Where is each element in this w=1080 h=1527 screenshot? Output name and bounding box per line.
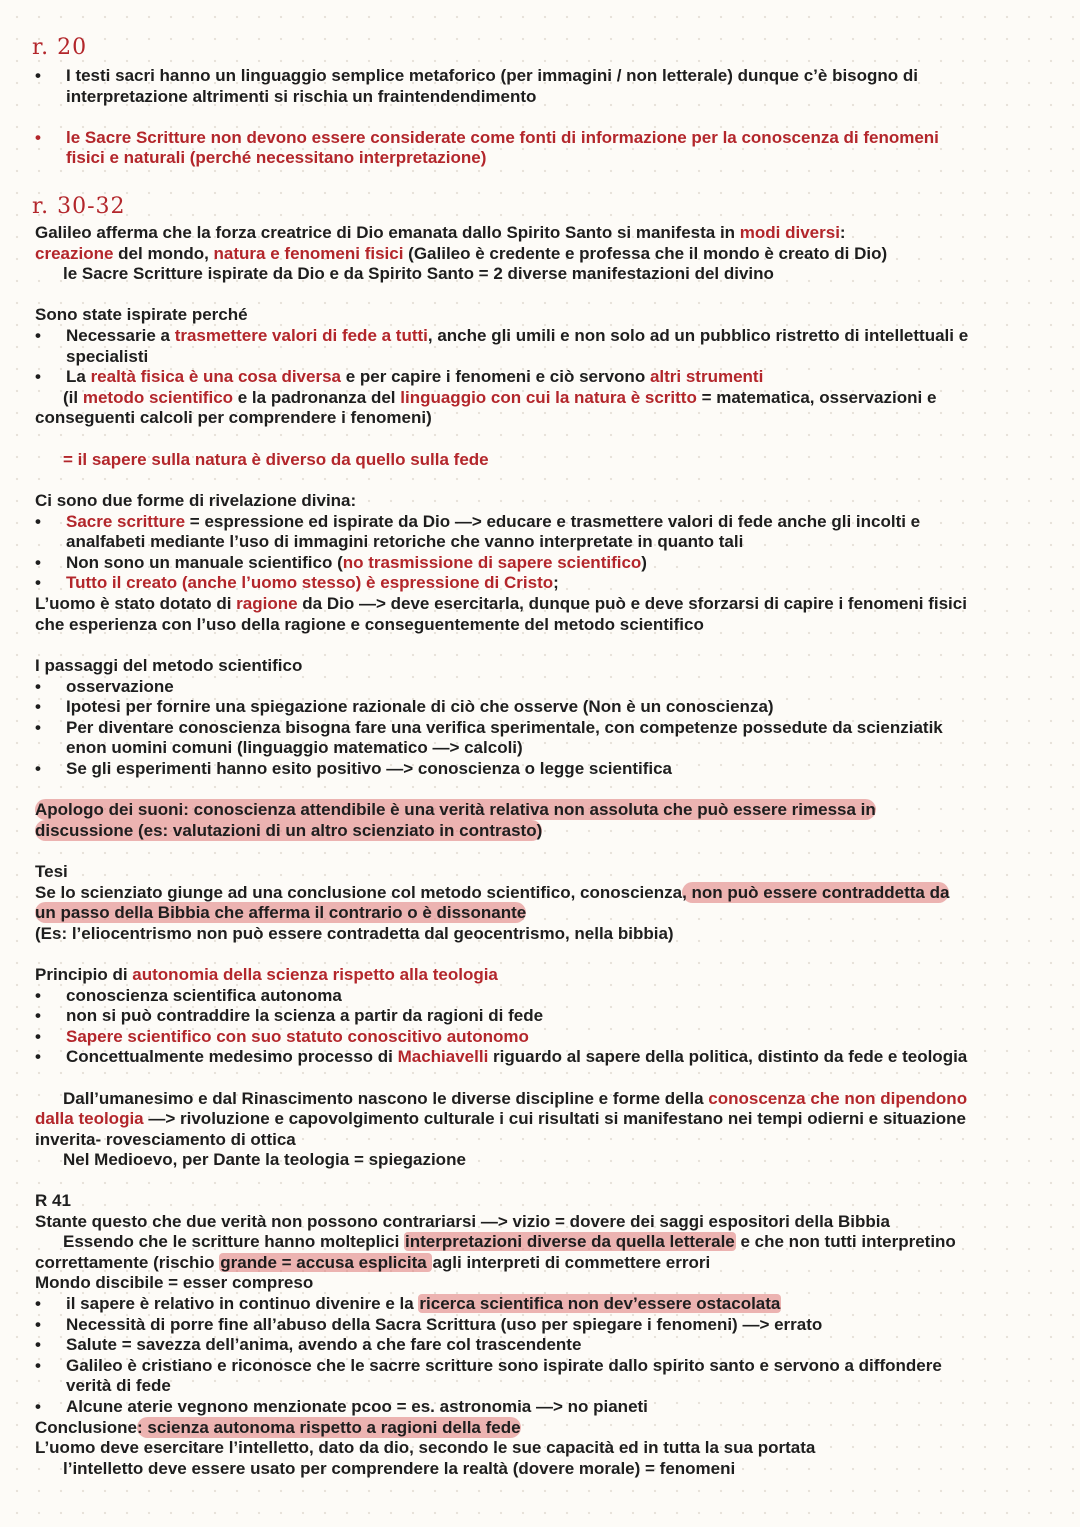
- list-item: • I testi sacri hanno un linguaggio semplice metaforico (per immagini / non letterale) dunque c’è bisogno di: [35, 66, 919, 85]
- highlighted-line: Apologo dei suoni: conoscienza attendibile è una verità relativa non assoluta che può essere rimessa in: [35, 800, 876, 819]
- bullet: •: [35, 66, 41, 85]
- list-item: • Sacre scritture = espressione ed ispirate da Dio —> educare e trasmettere valori di fede anche gli incolti e: [35, 511, 921, 531]
- list-item: • Galileo è cristiano e riconosce che le sacrre scritture sono ispirate dallo spirito santo e servono a diffondere: [35, 1355, 942, 1375]
- section-r20: [35, 66, 1045, 169]
- paragraph-line: conseguenti calcoli per comprendere i fenomeni): [35, 408, 432, 428]
- paragraph-line: Sono state ispirate perché: [35, 305, 248, 325]
- list-item: • Non sono un manuale scientifico (no trasmissione di sapere scientifico): [35, 552, 647, 572]
- section-title-r30-32: r. 30-32: [32, 194, 126, 219]
- paragraph-line: (il metodo scientifico e la padronanza del linguaggio con cui la natura è scritto = matematica, osservazioni e: [63, 387, 937, 407]
- section-tesi: [35, 862, 1045, 944]
- paragraph-line: Essendo che le scritture hanno molteplici interpretazioni diverse da quella letterale e che non tutti interpretino: [63, 1232, 956, 1252]
- highlighted-line: discussione (es: valutazioni di un altro scienziato in contrasto): [35, 820, 543, 840]
- list-item: • Alcune aterie vegnono menzionate pcoo = es. astronomia —> no pianeti: [35, 1396, 648, 1416]
- paragraph-line: L’uomo deve esercitare l’intelletto, dato da dio, secondo le sue capacità ed in tutta la sua portata: [35, 1438, 816, 1458]
- list-item-continuation: interpretazione altrimenti si rischia un fraintendendimento: [66, 86, 537, 106]
- paragraph-line: Galileo afferma che la forza creatrice di Dio emanata dallo Spirito Santo si manifesta in modi diversi:: [35, 223, 846, 242]
- paragraph-line: (Es: l’eliocentrismo non può essere contradetta dal geocentrismo, nella bibbia): [35, 923, 674, 943]
- paragraph-line: correttamente (rischio grande = accusa esplicita agli interpreti di commettere errori: [35, 1252, 711, 1272]
- paragraph-line: che esperienza con l’uso della ragione e conseguentemente del metodo scientifico: [35, 614, 704, 634]
- paragraph-line: un passo della Bibbia che afferma il contrario o è dissonante: [35, 903, 527, 923]
- list-item: • Necessità di porre fine all’abuso della Sacra Scrittura (uso per spiegare i fenomeni) —> errato: [35, 1314, 823, 1334]
- paragraph-line: l’intelletto deve essere usato per comprendere la realtà (dovere morale) = fenomeni: [63, 1458, 736, 1478]
- paragraph-line: Ci sono due forme di rivelazione divina:: [35, 491, 357, 510]
- list-item: • Tutto il creato (anche l’uomo stesso) è espressione di Cristo;: [35, 573, 559, 593]
- list-item: • Concettualmente medesimo processo di Machiavelli riguardo al sapere della politica, distinto da fede e teologia: [35, 1047, 968, 1067]
- paragraph-line: Se lo scienziato giunge ad una conclusione col metodo scientifico, conoscienza, non può essere contraddetta da: [35, 882, 950, 902]
- conclusion-line: = il sapere sulla natura è diverso da quello sulla fede: [63, 449, 489, 469]
- list-item: • il sapere è relativo in continuo divenire e la ricerca scientifica non dev’essere ostacolata: [35, 1293, 781, 1313]
- section-r41: [35, 1191, 1045, 1479]
- section-heading: Tesi: [35, 862, 68, 881]
- paragraph-line: dalla teologia —> rivoluzione e capovolgimento culturale i cui risultati si manifestano nei tempi odierni e situazione: [35, 1109, 966, 1129]
- section-apologo: [35, 800, 1045, 841]
- list-item-continuation: specialisti: [66, 346, 149, 366]
- paragraph-line: inverita- rovesciamento di ottica: [35, 1129, 296, 1149]
- list-item: • Ipotesi per fornire una spiegazione razionale di ciò che osserve (Non è un conoscienza): [35, 697, 774, 717]
- list-item: • non si può contraddire la scienza a partir da ragioni di fede: [35, 1006, 544, 1026]
- paragraph-line: Nel Medioevo, per Dante la teologia = spiegazione: [63, 1150, 466, 1170]
- list-item: • Per diventare conoscienza bisogna fare una verifica sperimentale, con competenze possedute da scienziatik: [35, 717, 943, 737]
- paragraph-line: creazione del mondo, natura e fenomeni fisici (Galileo è credente e professa che il mondo è creato di Dio): [35, 243, 888, 263]
- paragraph-line: Dall’umanesimo e dal Rinascimento nascono le diverse discipline e forme della conoscenza che non dipendono: [63, 1088, 968, 1108]
- list-item: • Se gli esperimenti hanno esito positivo —> conoscienza o legge scientifica: [35, 758, 673, 778]
- section-title-r20: r. 20: [32, 35, 88, 60]
- paragraph-line: Stante questo che due verità non possono contrariarsi —> vizio = dovere dei saggi espositori della Bibbia: [35, 1211, 890, 1231]
- paragraph-line: le Sacre Scritture ispirate da Dio e da Spirito Santo = 2 diverse manifestazioni del divino: [63, 264, 774, 284]
- list-item: • le Sacre Scritture non devono essere considerate come fonti di informazione per la conoscenza di fenomeni: [35, 127, 939, 147]
- list-item-continuation: analfabeti mediante l’uso di immagini retoriche che vanno interpretate in quanto tali: [66, 532, 744, 552]
- paragraph-line: I passaggi del metodo scientifico: [35, 656, 303, 675]
- section-metodo: [35, 656, 1045, 780]
- list-item: • conoscienza scientifica autonoma: [35, 985, 342, 1005]
- conclusion-line: Conclusione: scienza autonoma rispetto a ragioni della fede: [35, 1417, 521, 1437]
- list-item: • Salute = savezza dell’anima, avendo a che fare col trascendente: [35, 1335, 582, 1355]
- paragraph-line: L’uomo è stato dotato di ragione da Dio —> deve esercitarla, dunque può e deve sforzarsi di capire i fenomeni fisici: [35, 593, 967, 613]
- list-item-continuation: verità di fede: [66, 1376, 171, 1396]
- list-item: • osservazione: [35, 676, 174, 696]
- section-r30-32: [35, 223, 1045, 470]
- section-heading: R 41: [35, 1191, 71, 1210]
- list-item-continuation: fisici e naturali (perché necessitano interpretazione): [66, 148, 487, 168]
- list-item: • Necessarie a trasmettere valori di fede a tutti, anche gli umili e non solo ad un pubblico ristretto di intellettuali e: [35, 325, 969, 345]
- paragraph-line: Principio di autonomia della scienza rispetto alla teologia: [35, 965, 498, 984]
- list-item: • La realtà fisica è una cosa diversa e per capire i fenomeni e ciò servono altri strumenti: [35, 367, 764, 387]
- bullet: •: [35, 127, 41, 147]
- section-principio: [35, 965, 1045, 1171]
- section-rivelazione: [35, 491, 1045, 635]
- list-item-continuation: enon uomini comuni (linguaggio matematico —> calcoli): [66, 738, 523, 758]
- paragraph-line: Mondo discibile = esser compreso: [35, 1273, 314, 1293]
- list-item: • Sapere scientifico con suo statuto conoscitivo autonomo: [35, 1026, 529, 1046]
